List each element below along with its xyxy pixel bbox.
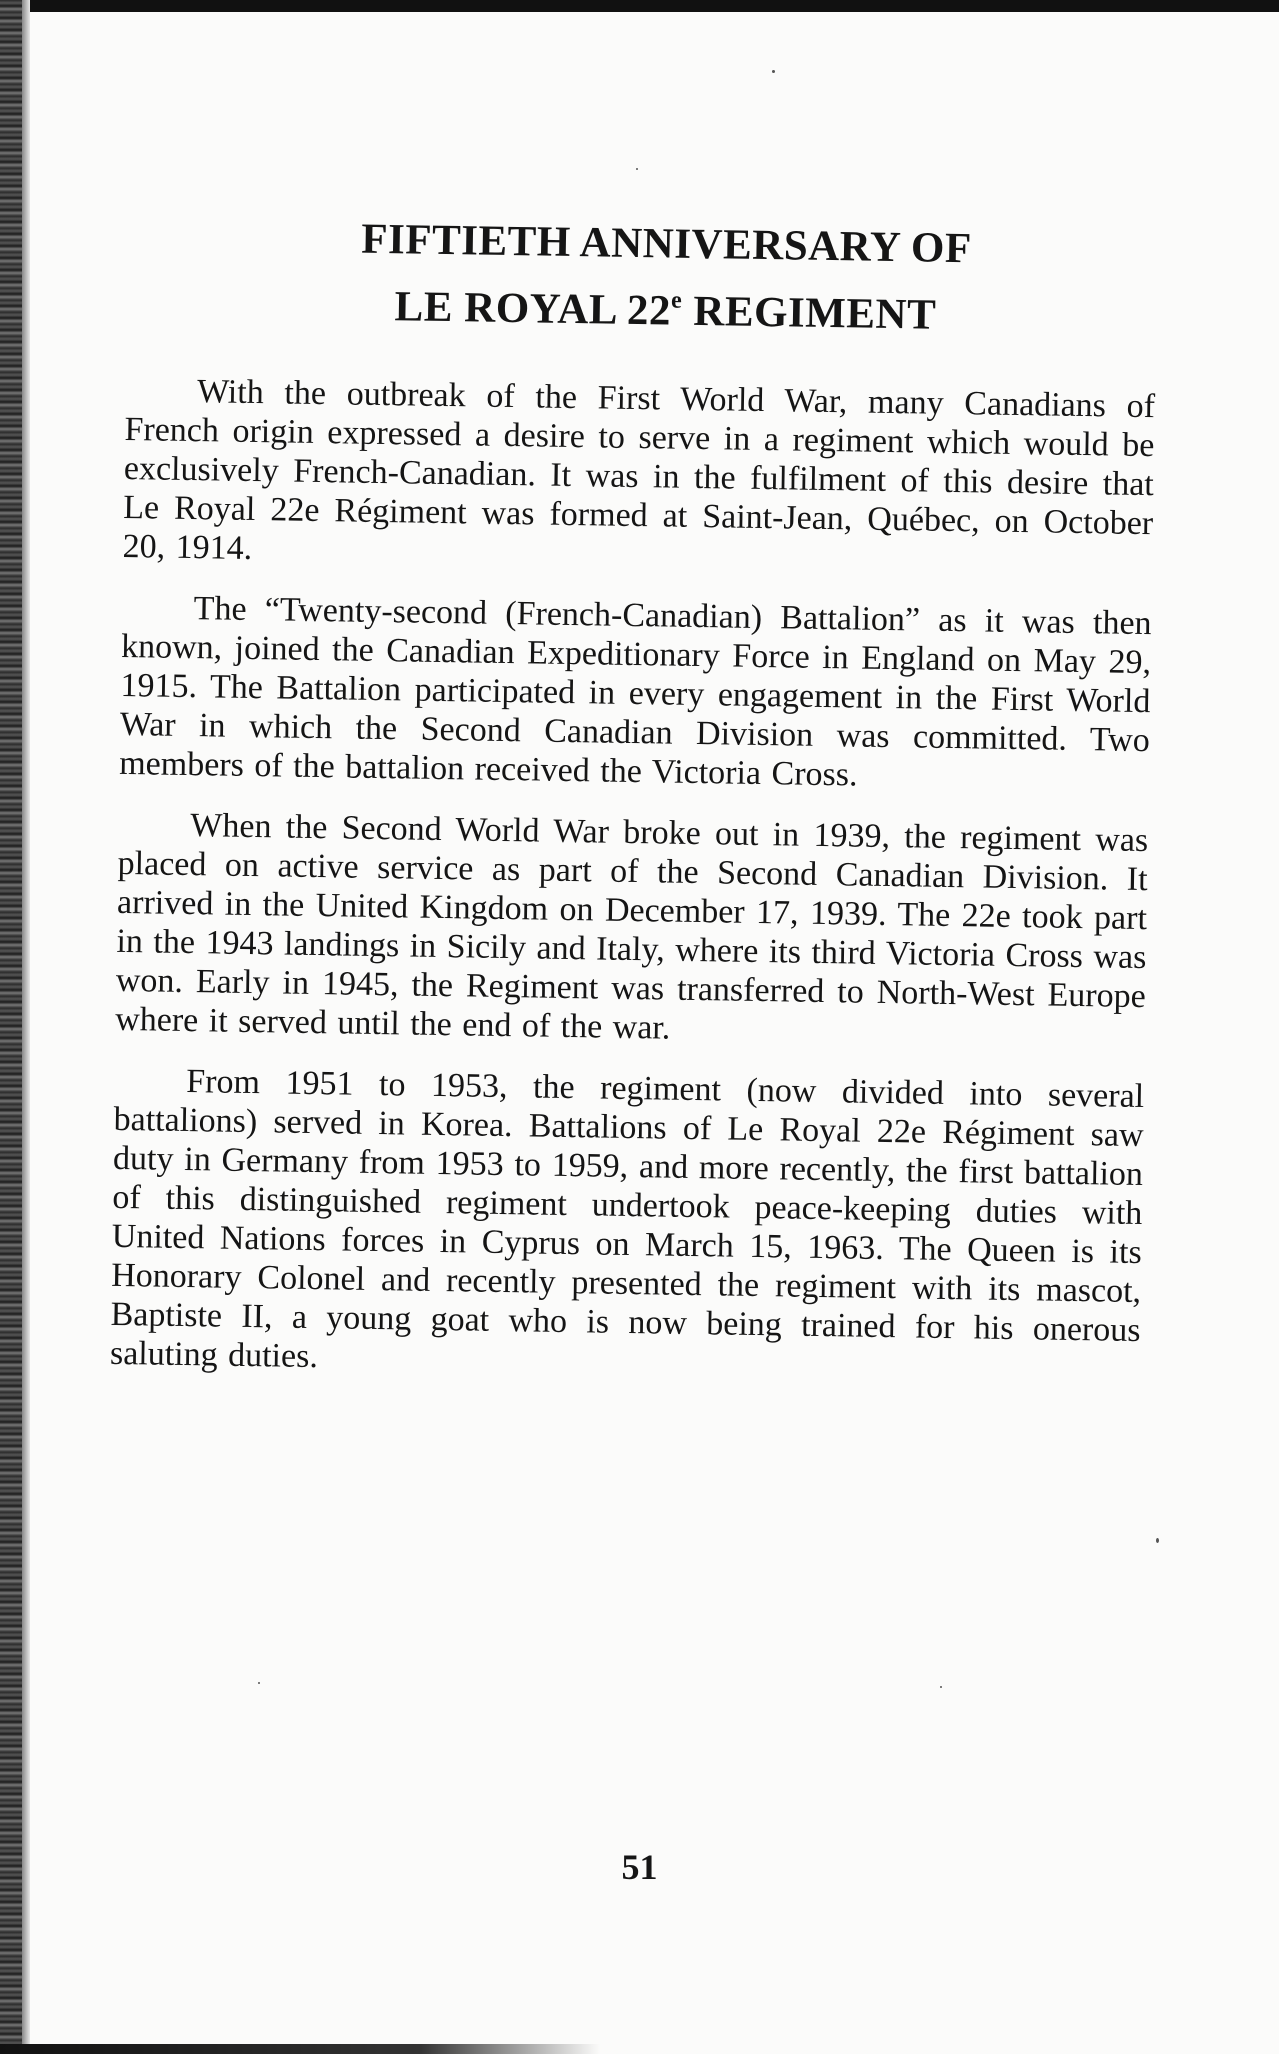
title-superscript: e bbox=[670, 287, 683, 314]
body-text bbox=[110, 371, 1156, 1389]
scan-left-edge bbox=[0, 0, 22, 2054]
title-line-1: FIFTIETH ANNIVERSARY OF bbox=[360, 215, 973, 273]
title-line-2 bbox=[174, 265, 1157, 347]
paragraph-4: From 1951 to 1953, the regiment (now divided into several battalions) served in Korea. Battalions of Le Royal 22e Régiment saw duty in Germany from 1953 to 1959, and more recently, the first battalion of this distinguished regiment undertook peace-keeping duties with United Nations forces in Cyprus on March 15, 1963. The Queen is its Honorary Colonel and recently presented the regiment with its mascot, Baptiste II, a young goat who is now being trained for his onerous saluting duties. bbox=[109, 1063, 1145, 1376]
page-number: 51 bbox=[621, 1847, 658, 1887]
paragraph-3: When the Second World War broke out in 1939, the regiment was placed on active service as part of the Second Canadian Division. It arrived in the United Kingdom on December 17, 1939. The 22e took part in the 1943 landings in Sicily and Italy, where its third Victoria Cross was won. Early in 1945, the Regiment was transferred to North-West Europe where it served until the end of the war. bbox=[114, 807, 1149, 1047]
title-line-2-suffix: REGIMENT bbox=[681, 287, 937, 339]
scan-top-edge bbox=[0, 0, 1279, 12]
paragraph-1: With the outbreak of the First World War, many Canadians of French origin expressed a desire to serve in a regiment which would be exclusively French-Canadian. It was in the fulfilment of this desire that Le Royal 22e Régiment was formed at Saint-Jean, Québec, on October 20, 1914. bbox=[122, 373, 1156, 567]
paragraph-2: The “Twenty-second (French-Canadian) Battalion” as it was then known, joined the Canadian Expeditionary Force in England on May 29, 1915. The Battalion participated in every engagement in the First World War in which the Second Canadian Division was committed. Two members of the battalion received the Victoria Cross. bbox=[118, 590, 1152, 794]
scan-left-shadow bbox=[22, 0, 30, 2054]
page-title bbox=[174, 209, 1158, 347]
title-line-2-prefix: LE ROYAL 22 bbox=[394, 283, 672, 335]
article bbox=[109, 208, 1158, 1411]
scan-bottom-edge bbox=[0, 2044, 600, 2054]
